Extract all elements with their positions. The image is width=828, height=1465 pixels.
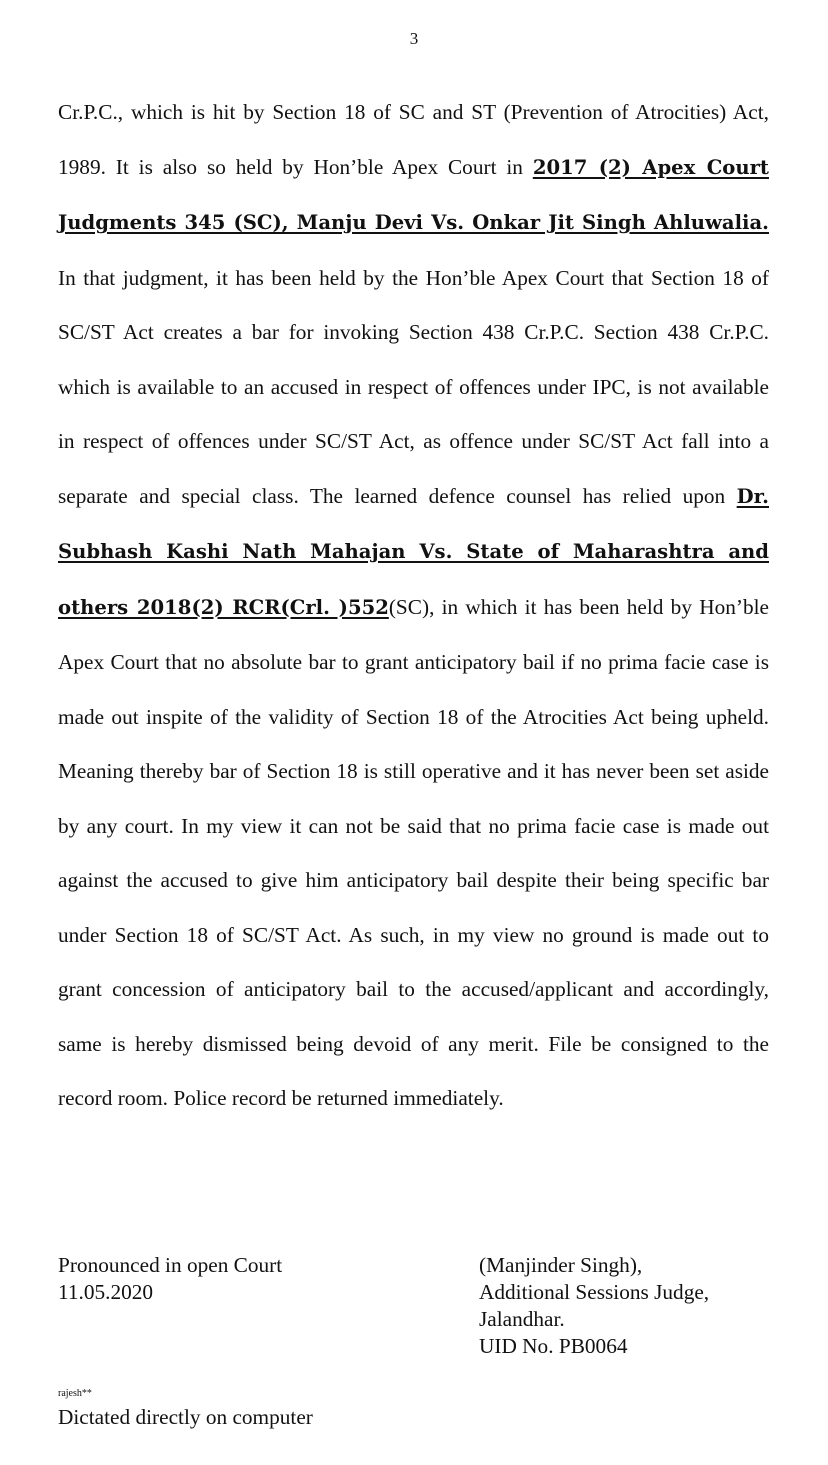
- pronounced-line: Pronounced in open Court: [58, 1253, 283, 1277]
- judge-signature-block: [479, 1252, 709, 1360]
- judge-name: (Manjinder Singh),: [479, 1253, 643, 1277]
- pronounced-date: 11.05.2020: [58, 1280, 154, 1304]
- citation-subhash-mahajan: Dr. Subhash Kashi Nath Mahajan Vs. State of Maharashtra and others 2018(2) RCR(Crl. )552: [58, 484, 769, 619]
- paragraph-text: (SC), in which it has been held by Hon’ble Apex Court that no absolute bar to grant anticipatory bail if no prima facie case is made out inspite of the validity of Section 18 of the Atrocities Act being upheld. Meaning thereby bar of Section 18 is still operative and it has never been set aside by any court. In my view it can not be said that no prima facie case is made out against the accused to give him anticipatory bail despite their being specific bar under Section 18 of SC/ST Act. As such, in my view no ground is made out to grant concession of anticipatory bail to the accused/applicant and accordingly, same is hereby dismissed being devoid of any merit. File be consigned to the record room. Police record be returned immediately.: [58, 594, 769, 1110]
- paragraph-text: Cr.P.C., which is hit by Section 18 of SC and ST (Prevention of Atrocities) Act, 1989. It is also so held by Hon’ble Apex Court in: [58, 100, 769, 179]
- typist-initials: rajesh**: [58, 1388, 92, 1399]
- judge-place: Jalandhar.: [479, 1307, 565, 1331]
- judgment-paragraph: [58, 85, 769, 1126]
- paragraph-text: In that judgment, it has been held by the Hon’ble Apex Court that Section 18 of SC/ST Act creates a bar for invoking Section 438 Cr.P.C. Section 438 Cr.P.C. which is available to an accused in respect of offences under IPC, is not available in respect of offences under SC/ST Act, as offence under SC/ST Act fall into a separate and special class. The learned defence counsel has relied upon: [58, 265, 769, 508]
- citation-manju-devi: 2017 (2) Apex Court Judgments 345 (SC), Manju Devi Vs. Onkar Jit Singh Ahluwalia.: [58, 155, 769, 234]
- pronouncement-block: [58, 1252, 282, 1306]
- judge-title: Additional Sessions Judge,: [479, 1280, 710, 1304]
- dictated-note: Dictated directly on computer: [58, 1405, 313, 1429]
- judge-uid: UID No. PB0064: [479, 1334, 628, 1358]
- page-number: 3: [409, 29, 419, 48]
